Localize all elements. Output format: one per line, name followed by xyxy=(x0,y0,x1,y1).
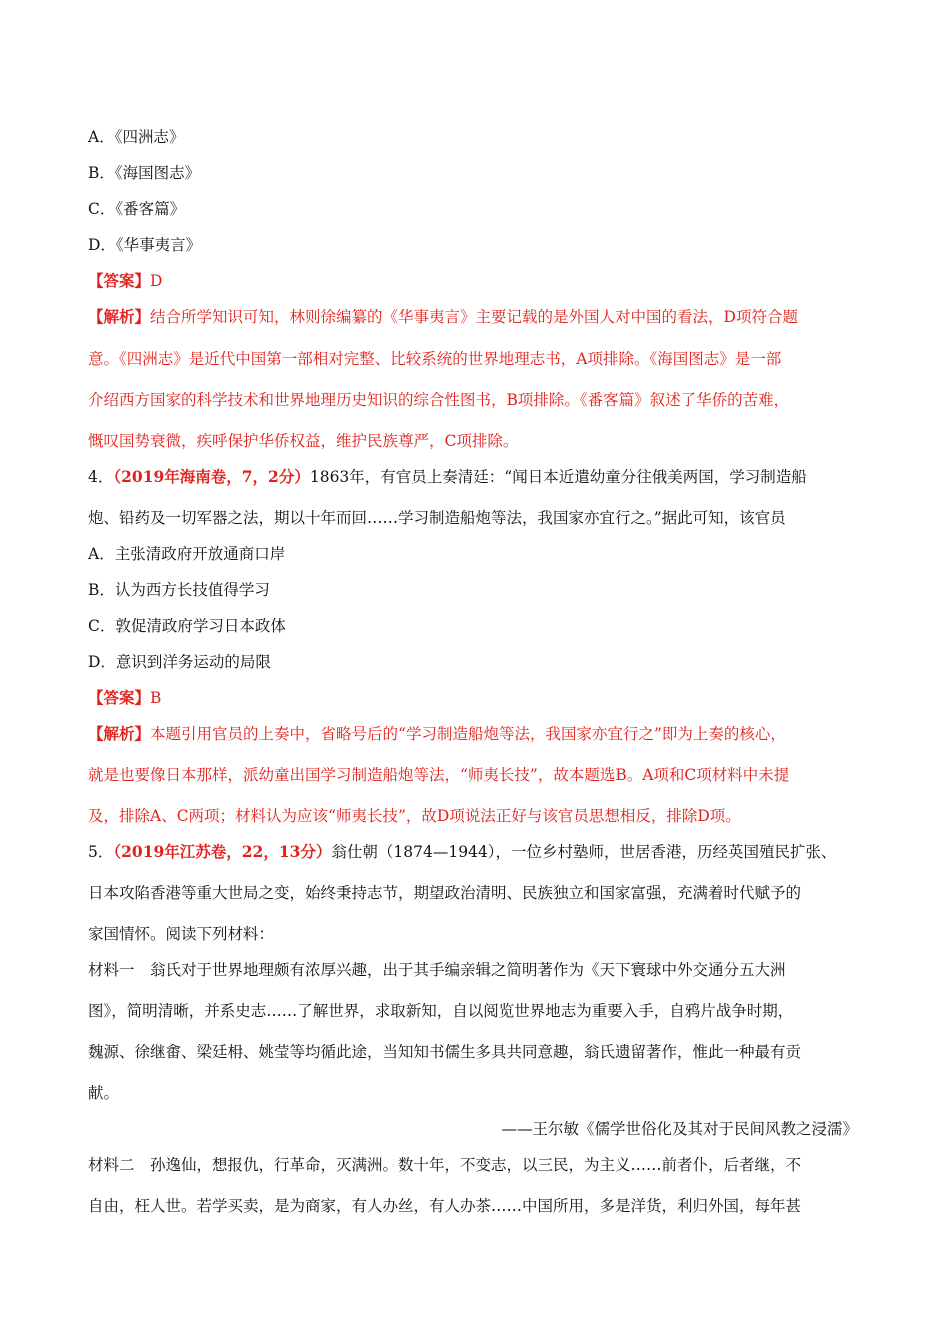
q5-stem-text: 翁仕朝（1874—1944），一位乡村塾师，世居香港，历经英国殖民扩张、 xyxy=(331,843,837,861)
q3-analysis-line-3: 介绍西方国家的科学技术和世界地理历史知识的综合性图书，B项排除。《番客篇》叙述了华侨的苦难， xyxy=(88,391,790,409)
q3-option-d: D．《华事夷言》 xyxy=(88,236,202,254)
q3-answer xyxy=(88,270,162,292)
q3-option-c: C．《番客篇》 xyxy=(88,200,186,218)
q5-stem-line-3: 家国情怀。阅读下列材料： xyxy=(88,925,275,943)
q4-answer xyxy=(88,687,161,709)
q3-analysis-line-4: 慨叹国势衰微，疾呼保护华侨权益，维护民族尊严，C项排除。 xyxy=(88,432,519,450)
q4-option-c: C．敦促清政府学习日本政体 xyxy=(88,617,286,635)
q4-analysis-line-3: 及，排除A、C两项；材料认为应该“师夷长技”，故D项说法正好与该官员思想相反，排除D项。 xyxy=(88,807,741,825)
material1-line-4: 献。 xyxy=(88,1084,120,1102)
material1-line-2: 图》，简明清晰，并系史志……了解世界，求取新知，自以阅览世界地志为重要入手，自鸦片战争时期， xyxy=(88,1002,794,1020)
q3-option-b: B．《海国图志》 xyxy=(88,164,201,182)
q5-number: 5． xyxy=(88,843,114,861)
q4-analysis-line-1 xyxy=(88,723,786,745)
answer-value: B xyxy=(150,689,162,707)
answer-tag: 【答案】 xyxy=(88,271,151,290)
q4-source: （2019年海南卷，7，2分） xyxy=(113,467,310,486)
q4-option-d: D．意识到洋务运动的局限 xyxy=(88,653,271,671)
q4-number: 4． xyxy=(88,468,114,486)
analysis-text: 结合所学知识可知，林则徐编纂的《华事夷言》主要记载的是外国人对中国的看法，D项符合题 xyxy=(150,308,798,326)
q5-source: （2019年江苏卷，22，13分） xyxy=(113,842,332,861)
q3-analysis-line-1 xyxy=(88,306,798,328)
material1-source: ——王尔敏《儒学世俗化及其对于民间风教之浸濡》 xyxy=(501,1120,858,1138)
q4-stem-text: 1863年，有官员上奏清廷：“闻日本近遣幼童分往俄美两国，学习制造船 xyxy=(309,468,807,486)
material1-line-1: 材料一 翁氏对于世界地理颇有浓厚兴趣，出于其手编亲辑之简明著作为《天下寰球中外交通分五大洲 xyxy=(88,961,786,979)
analysis-tag: 【解析】 xyxy=(88,724,151,743)
answer-tag: 【答案】 xyxy=(88,688,151,707)
answer-value: D xyxy=(150,272,163,290)
q5-stem-line-2: 日本攻陷香港等重大世局之变，始终秉持志节，期望政治清明、民族独立和国家富强，充满着时代赋予的 xyxy=(88,884,802,902)
material1-line-3: 魏源、徐继畬、梁廷枏、姚莹等均循此途，当知知书儒生多具共同意趣，翁氏遗留著作，惟此一种最有贡 xyxy=(88,1043,802,1061)
q5-stem-line-1 xyxy=(88,841,837,863)
q4-stem-line-1 xyxy=(88,466,807,488)
analysis-text: 本题引用官员的上奏中，省略号后的“学习制造船炮等法，我国家亦宜行之”即为上奏的核心， xyxy=(150,725,786,743)
q3-option-a: A．《四洲志》 xyxy=(88,128,185,146)
q4-stem-line-2: 炮、铅药及一切军器之法，期以十年而回……学习制造船炮等法，我国家亦宜行之。”据此可知，该官员 xyxy=(88,509,786,527)
q4-option-b: B．认为西方长技值得学习 xyxy=(88,581,270,599)
q4-option-a: A．主张清政府开放通商口岸 xyxy=(88,545,286,563)
analysis-tag: 【解析】 xyxy=(88,307,151,326)
q4-analysis-line-2: 就是也要像日本那样，派幼童出国学习制造船炮等法，“师夷长技”，故本题选B。A项和C项材料中未提 xyxy=(88,766,790,784)
material2-line-2: 自由，枉人世。若学买卖，是为商家，有人办丝，有人办茶……中国所用，多是洋货，利归外国，每年甚 xyxy=(88,1197,802,1215)
material2-line-1: 材料二 孙逸仙，想报仇，行革命，灭满洲。数十年，不变志，以三民，为主义……前者仆，后者继，不 xyxy=(88,1156,802,1174)
q3-analysis-line-2: 意。《四洲志》是近代中国第一部相对完整、比较系统的世界地理志书，A项排除。《海国图志》是一部 xyxy=(88,350,782,368)
